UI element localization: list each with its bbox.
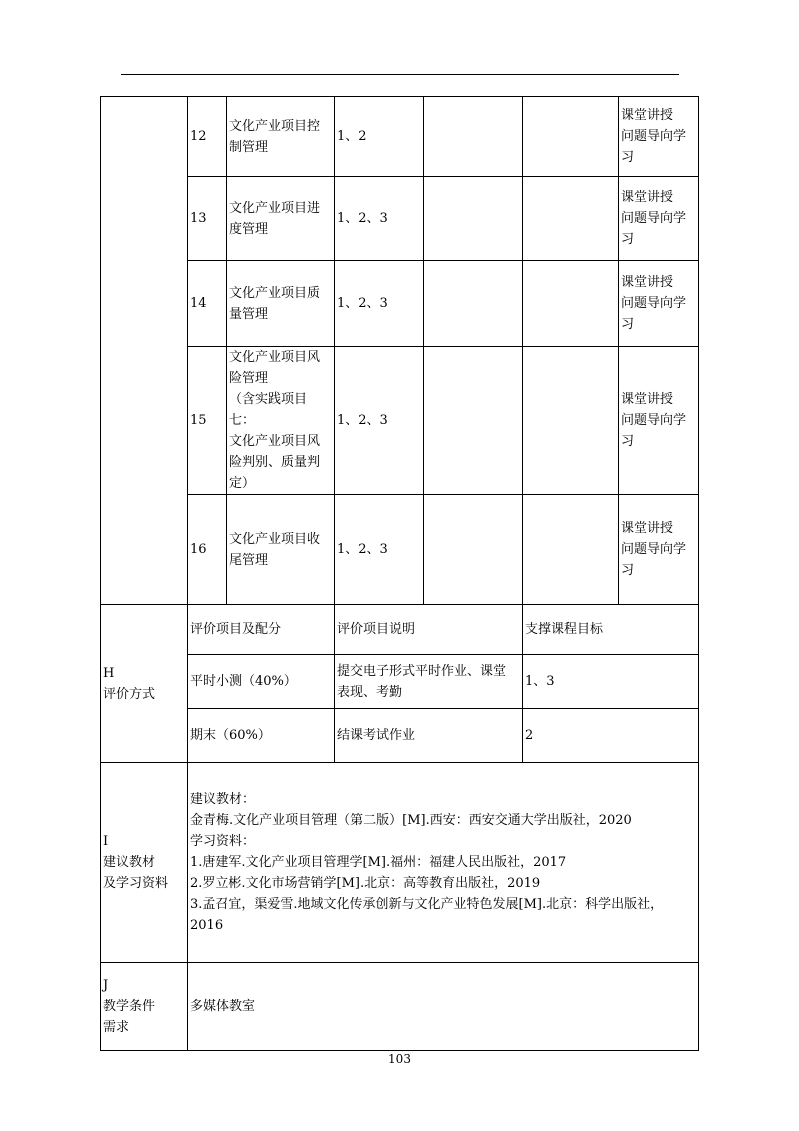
- row-empty-cell: [424, 347, 523, 495]
- header-rule: [121, 74, 679, 75]
- page-number: 103: [388, 1052, 411, 1066]
- evaluation-item: 期末（60%）: [188, 709, 335, 763]
- row-number: 13: [188, 177, 227, 261]
- row-objectives: 1、2: [335, 97, 424, 177]
- materials-section-label: I 建议教材 及学习资料: [101, 763, 188, 963]
- row-objectives: 1、2、3: [335, 261, 424, 347]
- evaluation-objectives: 2: [523, 709, 699, 763]
- syllabus-table: [100, 96, 699, 1051]
- conditions-content: 多媒体教室: [188, 963, 699, 1051]
- row-empty-cell: [523, 347, 619, 495]
- schedule-section-cell: [101, 97, 188, 605]
- materials-row: [101, 763, 699, 963]
- row-topic: 文化产业项目质 量管理: [227, 261, 335, 347]
- row-topic: 文化产业项目控 制管理: [227, 97, 335, 177]
- evaluation-row: [101, 709, 699, 763]
- conditions-section-label: J 教学条件 需求: [101, 963, 188, 1051]
- schedule-row: [101, 347, 699, 495]
- row-empty-cell: [424, 97, 523, 177]
- row-topic: 文化产业项目风 险管理 （含实践项目七： 文化产业项目风 险判别、质量判 定）: [227, 347, 335, 495]
- row-number: 15: [188, 347, 227, 495]
- evaluation-description: 提交电子形式平时作业、课堂 表现、考勤: [335, 655, 523, 709]
- schedule-row: [101, 261, 699, 347]
- evaluation-header-row: [101, 605, 699, 655]
- row-topic: 文化产业项目收 尾管理: [227, 495, 335, 605]
- row-objectives: 1、2、3: [335, 495, 424, 605]
- schedule-row: [101, 495, 699, 605]
- evaluation-objectives: 1、3: [523, 655, 699, 709]
- schedule-row: [101, 97, 699, 177]
- row-number: 14: [188, 261, 227, 347]
- row-topic: 文化产业项目进 度管理: [227, 177, 335, 261]
- evaluation-header-item: 评价项目及配分: [188, 605, 335, 655]
- evaluation-description: 结课考试作业: [335, 709, 523, 763]
- row-method: 课堂讲授 问题导向学 习: [619, 97, 699, 177]
- row-method: 课堂讲授 问题导向学 习: [619, 495, 699, 605]
- row-method: 课堂讲授 问题导向学 习: [619, 261, 699, 347]
- row-empty-cell: [523, 261, 619, 347]
- row-number: 16: [188, 495, 227, 605]
- schedule-row: [101, 177, 699, 261]
- row-empty-cell: [523, 495, 619, 605]
- row-method: 课堂讲授 问题导向学 习: [619, 347, 699, 495]
- row-objectives: 1、2、3: [335, 177, 424, 261]
- evaluation-section-label: H 评价方式: [101, 605, 188, 763]
- evaluation-header-objectives: 支撑课程目标: [523, 605, 699, 655]
- row-empty-cell: [424, 261, 523, 347]
- evaluation-row: [101, 655, 699, 709]
- row-method: 课堂讲授 问题导向学 习: [619, 177, 699, 261]
- materials-content: 建议教材： 金青梅.文化产业项目管理（第二版）[M].西安：西安交通大学出版社，2020 学习资料： 1.唐建军.文化产业项目管理学[M].福州：福建人民出版社，2017 2.罗立彬.文化市场营销学[M].北京：高等教育出版社，2019 3.孟召宜，渠爱雪.地域文化传承创新与文化产业特色发展[M].北京：科学出版社， 2016: [188, 763, 699, 963]
- row-number: 12: [188, 97, 227, 177]
- row-objectives: 1、2、3: [335, 347, 424, 495]
- evaluation-item: 平时小测（40%）: [188, 655, 335, 709]
- row-empty-cell: [523, 177, 619, 261]
- conditions-row: [101, 963, 699, 1051]
- row-empty-cell: [424, 495, 523, 605]
- evaluation-header-description: 评价项目说明: [335, 605, 523, 655]
- row-empty-cell: [424, 177, 523, 261]
- row-empty-cell: [523, 97, 619, 177]
